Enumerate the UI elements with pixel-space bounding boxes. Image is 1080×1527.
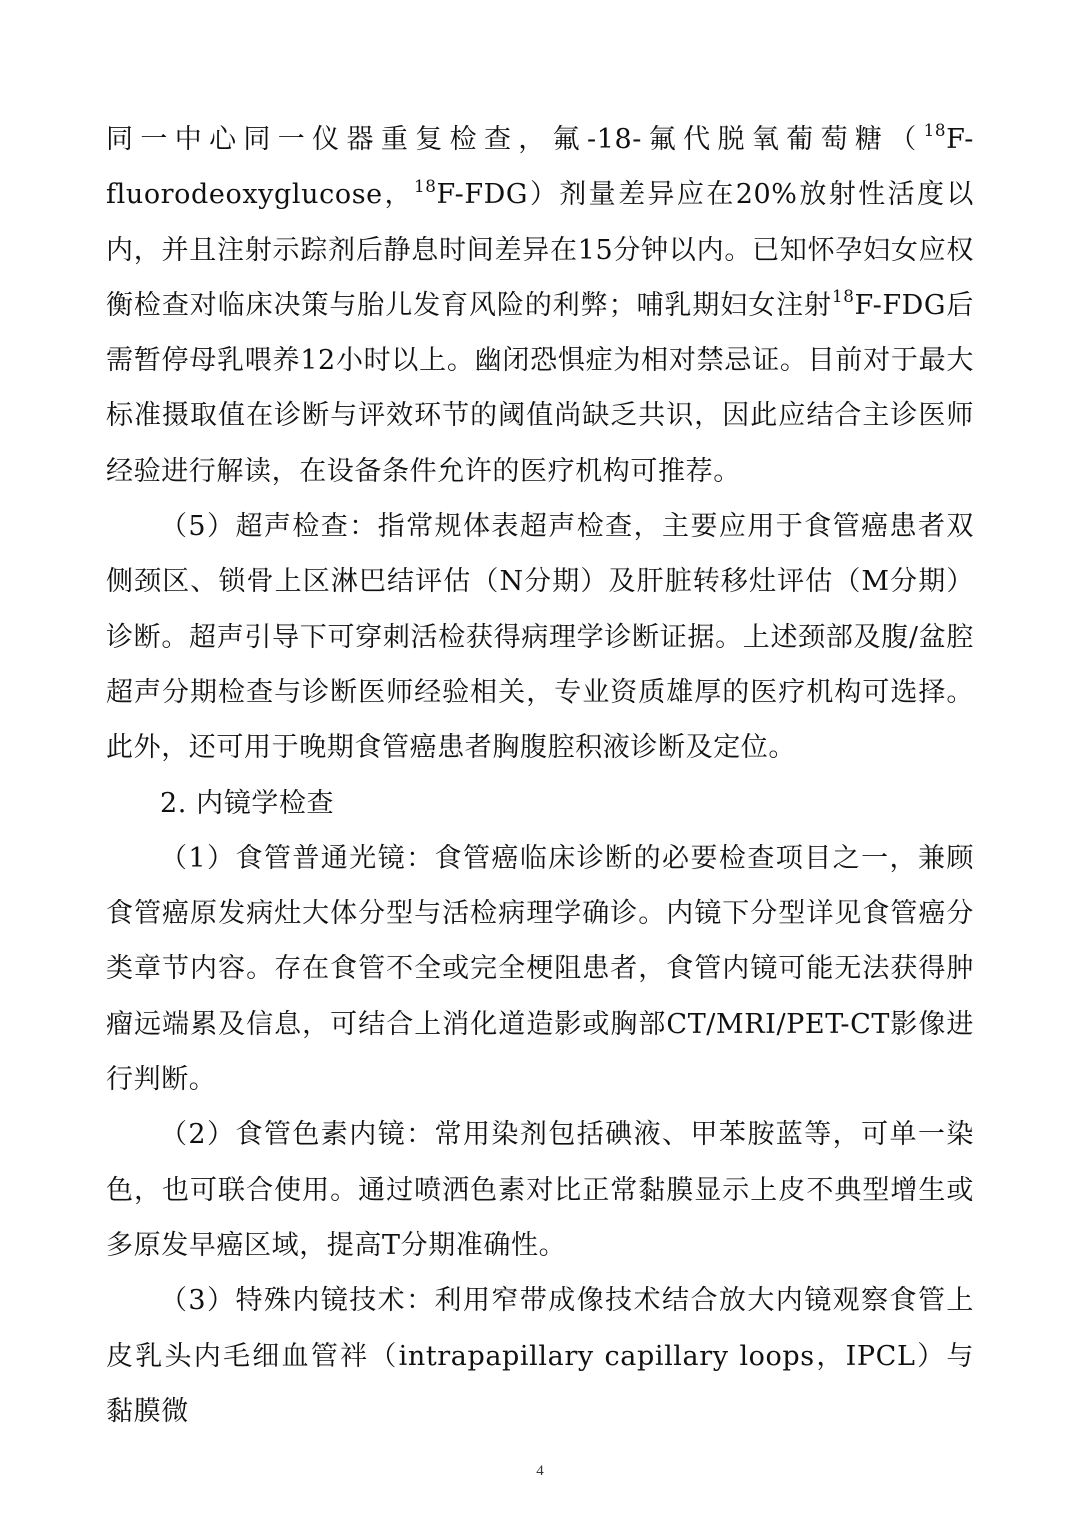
text-run: 同一中心同一仪器重复检查，氟-18-氟代脱氧葡萄糖（ <box>106 124 924 155</box>
paragraph-ordinary-endoscope: （1）食管普通光镜：食管癌临床诊断的必要检查项目之一，兼顾食管癌原发病灶大体分型与活检病理学确诊。内镜下分型详见食管癌分类章节内容。存在食管不全或完全梗阻患者，食管内镜可能无法获得肿瘤远端累及信息，可结合上消化道造影或胸部CT/MRI/PET-CT影像进行判断。 <box>106 842 974 1096</box>
text-run: F-fluorodeoxyglucose， <box>106 124 974 211</box>
superscript: 18 <box>413 175 437 196</box>
paragraph-special-endoscopy: （3）特殊内镜技术：利用窄带成像技术结合放大内镜观察食管上皮乳头内毛细血管袢（intrapapillary capillary loops，IPCL）与黏膜微 <box>106 1285 974 1427</box>
document-body <box>106 112 974 1439</box>
superscript: 18 <box>923 120 947 141</box>
paragraph-pet-ct <box>106 112 974 499</box>
paragraph-chromoendoscopy: （2）食管色素内镜：常用染剂包括碘液、甲苯胺蓝等，可单一染色，也可联合使用。通过喷洒色素对比正常黏膜显示上皮不典型增生或多原发早癌区域，提高T分期准确性。 <box>106 1119 974 1261</box>
section-heading-endoscopy: 2. 内镜学检查 <box>160 787 335 819</box>
superscript: 18 <box>831 286 855 307</box>
page-number: 4 <box>536 1463 544 1479</box>
text-run: F-FDG后需暂停母乳喂养12小时以上。幽闭恐惧症为相对禁忌证。目前对于最大标准摄取值在诊断与评效环节的阈值尚缺乏共识，因此应结合主诊医师经验进行解读，在设备条件允许的医疗机构可推荐。 <box>106 289 974 487</box>
text-run: F-FDG）剂量差异应在20%放射性活度以内，并且注射示踪剂后静息时间差异在15分钟以内。已知怀孕妇女应权衡检查对临床决策与胎儿发育风险的利弊；哺乳期妇女注射 <box>106 179 974 321</box>
paragraph-ultrasound: （5）超声检查：指常规体表超声检查，主要应用于食管癌患者双侧颈区、锁骨上区淋巴结评估（N分期）及肝脏转移灶评估（M分期）诊断。超声引导下可穿刺活检获得病理学诊断证据。上述颈部及腹/盆腔超声分期检查与诊断医师经验相关，专业资质雄厚的医疗机构可选择。此外，还可用于晚期食管癌患者胸腹腔积液诊断及定位。 <box>106 511 974 764</box>
